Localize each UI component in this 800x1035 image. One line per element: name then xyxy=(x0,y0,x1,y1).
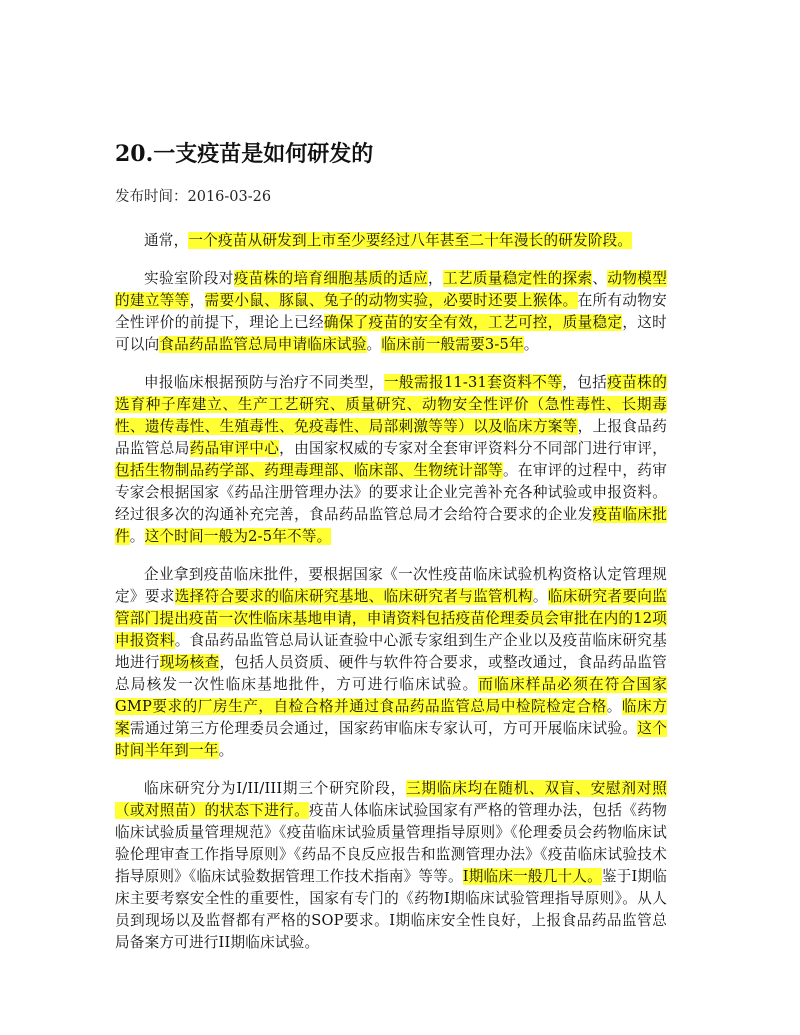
body-text: 通常， xyxy=(144,232,189,249)
body-text: ，包括人员资质、硬件与软件符合要求，或整改通过，食品药品监管总局核发一次性临床基地批件，方可进行临床试验。 xyxy=(115,654,667,693)
paragraph-5 xyxy=(115,778,667,954)
article-body xyxy=(115,230,667,954)
highlighted-text: 这个时间一般为2-5年不等。 xyxy=(144,528,332,545)
highlighted-text: 确保了疫苗的安全有效，工艺可控，质量稳定 xyxy=(323,314,623,331)
document-page xyxy=(115,138,667,954)
paragraph-1 xyxy=(115,230,667,252)
highlighted-text: 选择符合要求的临床研究基地、临床研究者与监管机构 xyxy=(174,588,533,605)
body-text: 。 xyxy=(218,742,234,759)
body-text: 。 xyxy=(366,336,382,353)
body-text: 。在审评的过程中，药审专家会根据国家《药品注册管理办法》的要求让企业完善补充各种试验或申报资料。经过很多次的沟通补充完善，食品药品监管总局才会给符合要求的企业发 xyxy=(115,462,668,523)
body-text: ， xyxy=(189,292,205,309)
body-text: 实验室阶段对 xyxy=(144,270,234,287)
body-text: ，包括 xyxy=(562,374,608,391)
body-text: 。食品药品监管总局认证查验中心派专家组到生产企业以及疫苗临床研究基地进行 xyxy=(115,632,667,671)
highlighted-text: 临床前一般需要3-5年 xyxy=(381,336,524,353)
body-text: 企业拿到疫苗临床批件，要根据国家《一次性疫苗临床试验机构资格认定管理规定》要求 xyxy=(115,566,667,605)
highlighted-text: 食品药品监管总局申请临床试验 xyxy=(159,336,367,353)
body-text: ，上报食品药品监管总局 xyxy=(115,418,667,457)
paragraph-4 xyxy=(115,564,667,762)
highlighted-text: 这个时间半年到一年 xyxy=(115,720,667,759)
highlighted-text: 临床方案 xyxy=(115,698,667,737)
highlighted-text: 需要小鼠、豚鼠、兔子的动物实验，必要时还要上猴体。 xyxy=(204,292,578,309)
body-text: 申报临床根据预防与治疗不同类型， xyxy=(144,374,384,391)
body-text: 需通过第三方伦理委员会通过，国家药审临床专家认可，方可开展临床试验。 xyxy=(129,720,638,737)
highlighted-text: 一般需报11-31套资料不等 xyxy=(383,374,563,391)
highlighted-text: 临床研究者要向监管部门提出疫苗一次性临床基地申请，申请资料包括疫苗伦理委员会审批在内的12项申报资料 xyxy=(115,588,667,649)
highlighted-text: 三期临床均在随机、双盲、安慰剂对照（或对照苗）的状态下进行。 xyxy=(115,780,668,819)
highlighted-text: 药品审评中心 xyxy=(189,440,280,457)
highlighted-text: 工艺质量稳定性的探索 xyxy=(442,270,593,287)
highlighted-text: 动物模型的建立等等 xyxy=(115,270,668,309)
paragraph-3 xyxy=(115,372,667,548)
publish-date: 发布时间：2016-03-26 xyxy=(115,189,272,205)
highlighted-text: 疫苗株的培育细胞基质的适应 xyxy=(233,270,428,287)
body-text: 鉴于I期临床主要考察安全性的重要性，国家有专门的《药物I期临床试验管理指导原则》。从人员到现场以及监督都有严格的SOP要求。I期临床安全性良好，上报食品药品监管总局备案方可进行II期临床试验。 xyxy=(115,868,668,951)
body-text: ， xyxy=(428,270,443,287)
highlighted-text: 而临床样品必须在符合国家GMP要求的厂房生产，自检合格并通过食品药品监管总局中检院检定合格 xyxy=(115,676,667,715)
body-text: 。 xyxy=(129,528,145,545)
body-text: ，由国家权威的专家对全套审评资料分不同部门进行审评， xyxy=(279,440,667,457)
paragraph-2 xyxy=(115,268,667,356)
body-text: 。 xyxy=(523,336,539,353)
body-text: 、 xyxy=(592,270,608,287)
highlighted-text: 一个疫苗从研发到上市至少要经过八年甚至二十年漫长的研发阶段。 xyxy=(188,232,633,249)
highlighted-text: 疫苗临床批件 xyxy=(115,506,667,545)
body-text: 。 xyxy=(532,588,548,605)
body-text: ，这时可以向 xyxy=(115,314,667,353)
highlighted-text: 现场核查 xyxy=(159,654,220,671)
body-text: 临床研究分为I/II/III期三个研究阶段， xyxy=(144,780,407,797)
body-text: 疫苗人体临床试验国家有严格的管理办法，包括《药物临床试验质量管理规范》《疫苗临床试验质量管理指导原则》《伦理委员会药物临床试验伦理审查工作指导原则》《药品不良反应报告和监测管理办法》《疫苗临床试验技术指导原则》《临床试验数据管理工作技术指南》等等。 xyxy=(115,802,667,885)
body-text: 。 xyxy=(606,698,622,715)
page-title: 20.一支疫苗是如何研发的 xyxy=(115,141,374,167)
highlighted-text: 疫苗株的选育种子库建立、生产工艺研究、质量研究、动物安全性评价（急性毒性、长期毒性、遗传毒性、生殖毒性、免疫毒性、局部刺激等等）以及临床方案等 xyxy=(115,374,667,435)
highlighted-text: I期临床一般几十人。 xyxy=(462,868,602,885)
highlighted-text: 包括生物制品药学部、药理毒理部、临床部、生物统计部等 xyxy=(115,462,503,479)
body-text: 在所有动物安全性评价的前提下，理论上已经 xyxy=(115,292,667,331)
